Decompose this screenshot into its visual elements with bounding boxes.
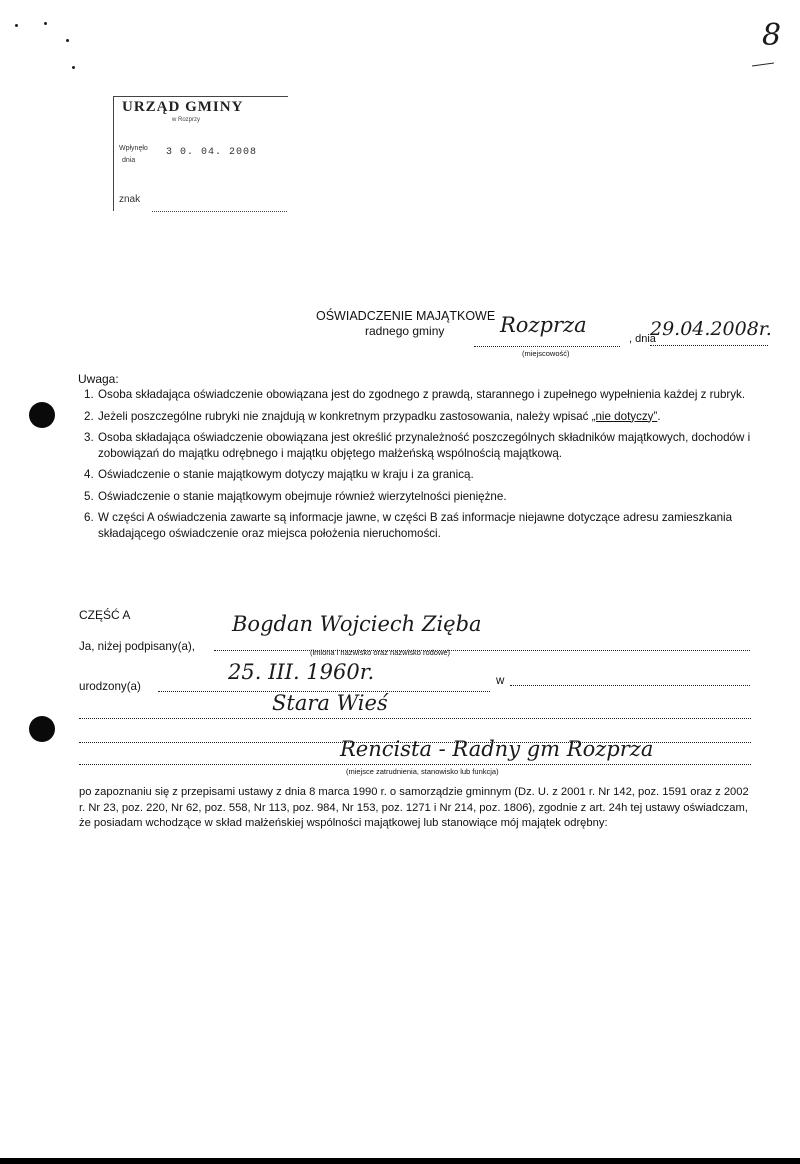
note-item (84, 409, 756, 425)
document-subtitle: radnego gminy (365, 324, 445, 338)
birth-place-value: Stara Wieś (272, 691, 388, 715)
note-text-end: . (657, 409, 661, 423)
note-number: 5. (84, 489, 94, 503)
stamp-title: URZĄD GMINY (122, 99, 244, 115)
stamp-date-label: dnia (122, 157, 136, 164)
birth-place-line-2 (79, 718, 751, 719)
name-field-line (214, 650, 750, 651)
notes-heading: Uwaga: (78, 372, 119, 386)
note-item (84, 489, 756, 505)
note-text-underlined: „nie dotyczy” (591, 409, 658, 423)
note-number: 4. (84, 468, 94, 481)
document-title: OŚWIADCZENIE MAJĄTKOWE (316, 309, 496, 323)
note-number: 3. (84, 431, 94, 444)
page-number-dash (752, 62, 774, 66)
employment-value: Rencista - Radny gm Rozprza (340, 737, 654, 761)
birth-date-value: 25. III. 1960r. (228, 660, 375, 684)
note-text: Osoba składająca oświadczenie obowiązana jest określić przynależność poszczególnych składników majątkowych, dochodów i zobowiązań do majątku odrębnego i majątku objętego małżeńską wspólnością majątkową. (98, 431, 751, 460)
stamp-date: 3 0. 04. 2008 (166, 147, 258, 158)
stamp-znak-label: znak (119, 194, 141, 205)
note-text: W części A oświadczenia zawarte są informacje jawne, w części B zaś informacje niejawne dotyczące adresu zamieszkania składającego oświadczenie oraz miejsca położenia nieruchomości. (98, 511, 733, 540)
date-label: , dnia (629, 333, 656, 345)
note-text: Oświadczenie o stanie majątkowym dotyczy majątku w kraju i za granicą. (98, 468, 474, 481)
name-field-value: Bogdan Wojciech Zięba (232, 612, 482, 636)
place-field-line (474, 346, 620, 347)
note-item (84, 387, 756, 403)
note-item (84, 467, 756, 483)
in-label: w (496, 674, 505, 687)
page-number: 8 (762, 18, 782, 53)
scan-border (0, 1158, 800, 1164)
place-caption: (miejscowość) (522, 349, 570, 358)
stamp-subtitle: w Rozprzy (172, 117, 201, 123)
scan-speck (44, 22, 47, 25)
statement-text: po zapoznaniu się z przepisami ustawy z dnia 8 marca 1990 r. o samorządzie gminnym (Dz. U. z 2001 r. Nr 142, poz. 1591 oraz z 2002 r. Nr 23, poz. 220, Nr 62, poz. 558, Nr 113, poz. 984, Nr 153, poz. 1271 i Nr 214, poz. 1806), zgodnie z art. 24h tej ustawy oświadczam, że posiadam wchodzące w skład małżeńskiej wspólności majątkowej lub stanowiące mój majątek odrębny: (79, 786, 749, 829)
employment-line-2 (79, 764, 751, 765)
stamp-received-label: Wpłynęło (119, 145, 148, 152)
place-field-value: Rozprza (500, 313, 587, 337)
note-text: Jeżeli poszczególne rubryki nie znajdują w konkretnym przypadku zastosowania, należy wpisać (98, 409, 592, 423)
stamp-znak-line (152, 211, 287, 212)
note-item (84, 510, 756, 541)
note-number: 6. (84, 511, 94, 524)
note-text: Osoba składająca oświadczenie obowiązana jest do zgodnego z prawdą, starannego i zupełnego wypełnienia każdej z rubryk. (98, 388, 746, 401)
date-field-line (650, 345, 768, 346)
note-text: Oświadczenie o stanie majątkowym obejmuje również wierzytelności pieniężne. (98, 489, 507, 503)
notes-list (84, 381, 756, 541)
binder-hole (29, 716, 55, 742)
birth-place-line-1 (510, 685, 750, 686)
date-field-value: 29.04.2008r. (650, 318, 772, 340)
name-caption: (imiona i nazwisko oraz nazwisko rodowe) (310, 648, 451, 657)
part-a-heading: CZĘŚĆ A (79, 608, 131, 622)
scan-speck (66, 39, 69, 42)
note-number: 2. (84, 409, 94, 423)
binder-hole (29, 402, 55, 428)
scan-speck (72, 66, 75, 69)
name-label: Ja, niżej podpisany(a), (79, 640, 195, 653)
employment-caption: (miejsce zatrudnienia, stanowisko lub funkcja) (346, 767, 499, 776)
registry-stamp (113, 96, 288, 211)
note-number: 1. (84, 388, 94, 401)
note-item (84, 430, 756, 461)
scan-speck (15, 24, 18, 27)
born-label: urodzony(a) (79, 680, 141, 693)
